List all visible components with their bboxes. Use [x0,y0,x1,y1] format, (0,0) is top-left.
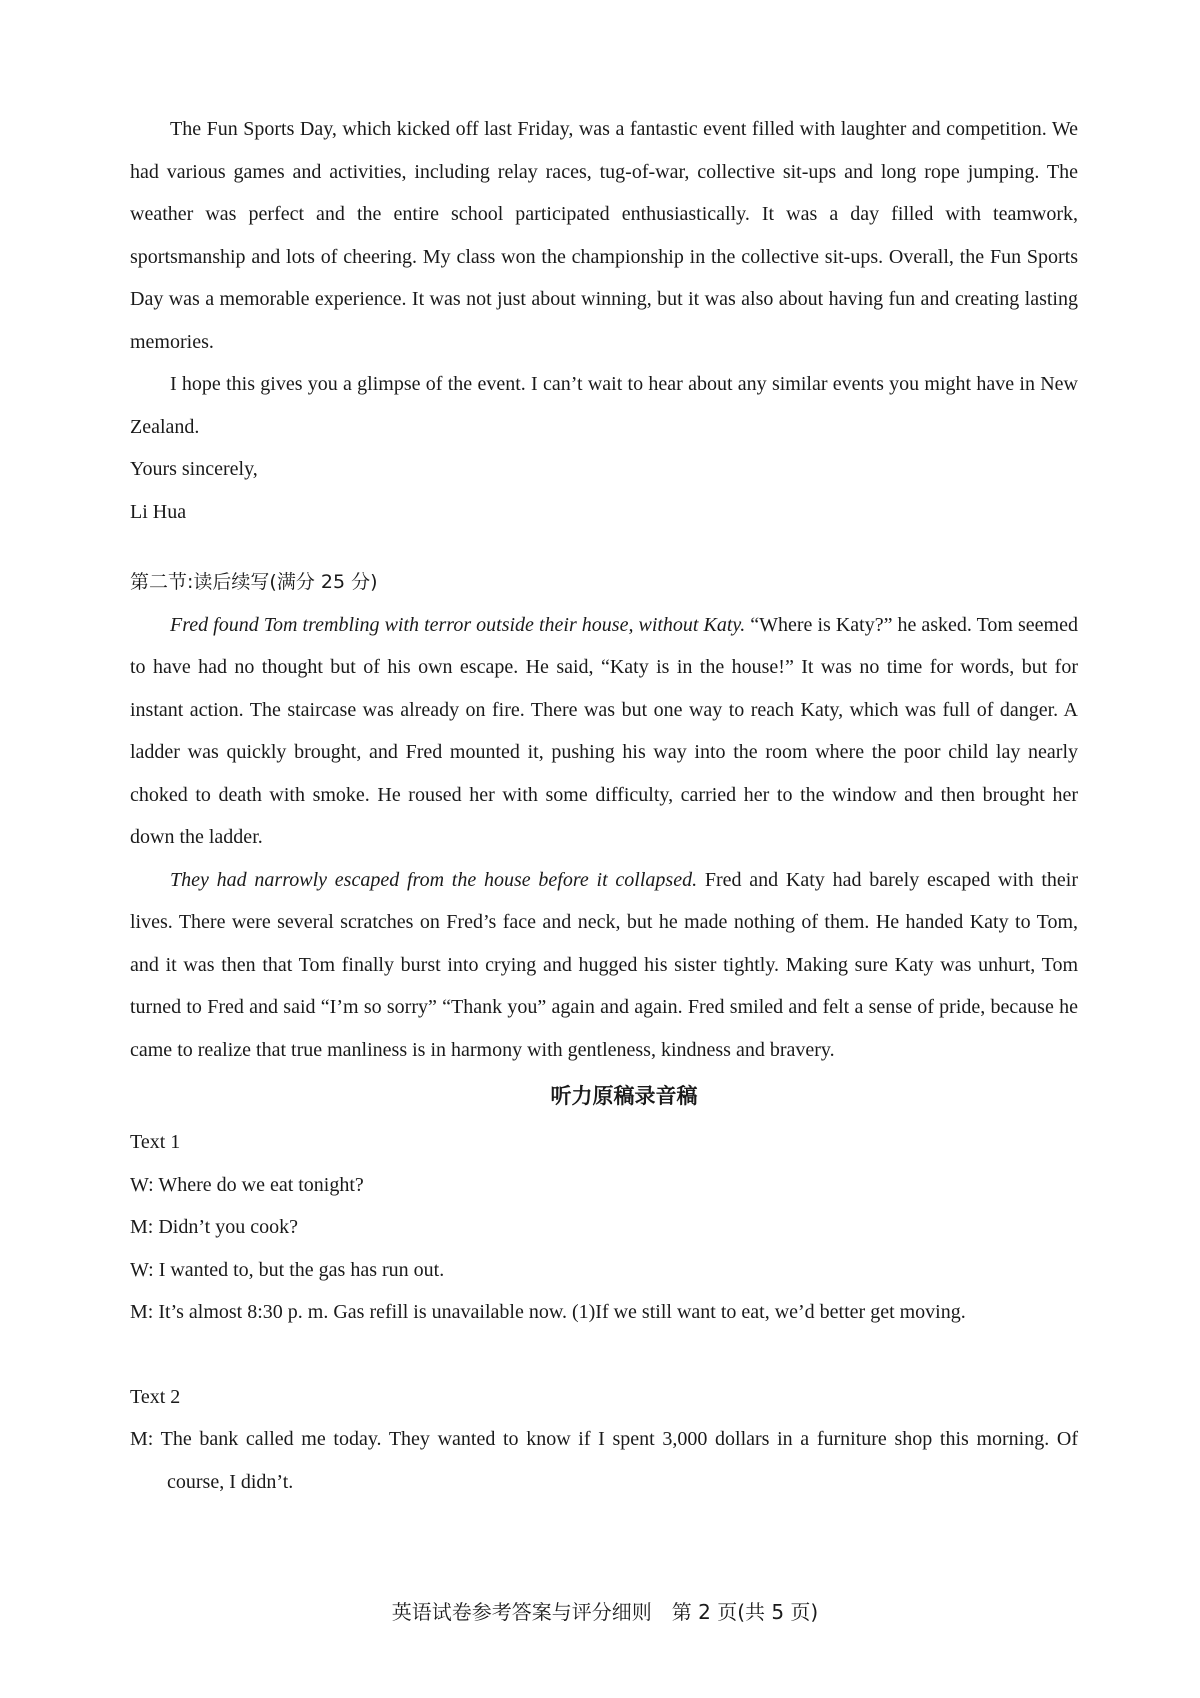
letter-signature: Li Hua [130,500,187,523]
dialog-line: W: I wanted to, but the gas has run out. [130,1258,445,1281]
dialog-line: M: The bank called me today. They wanted to know if I spent 3,000 dollars in a furniture shop this morning. Of course, I didn’t. [130,1428,1078,1493]
letter-closing: Yours sincerely, [130,458,258,480]
document-body [130,108,1078,1503]
dialog-line: W: Where do we eat tonight? [130,1173,364,1196]
letter-paragraph-2: I hope this gives you a glimpse of the event. I can’t wait to hear about any similar events you might have in New Zealand. [130,373,1078,438]
paragraph-2-lead-sentence: They had narrowly escaped from the house before it collapsed. [170,868,698,891]
paragraph-1-body: “Where is Katy?” he asked. Tom seemed to have had no thought but of his own escape. He said, “Katy is in the house!” It was no time for words, but for instant action. The staircase was already on fire. There was but one way to reach Katy, which was full of danger. A ladder was quickly brought, and Fred mounted it, pushing his way into the room where the poor child lay nearly choked to death with smoke. He roused her with some difficulty, carried her to the window and then brought her down the ladder. [130,613,1078,848]
dialog-line: M: Didn’t you cook? [130,1216,298,1238]
continuation-paragraph-2 [130,859,1078,1072]
paragraph-1-lead-sentence: Fred found Tom trembling with terror outside their house, without Katy. [170,613,746,636]
continuation-paragraph-1 [130,604,1078,859]
page-footer: 英语试卷参考答案与评分细则 第 2 页(共 5 页) [391,1600,819,1624]
text-2-label: Text 2 [130,1385,181,1408]
section-heading: 第二节:读后续写(满分 25 分) [130,571,378,593]
letter-paragraph-1: The Fun Sports Day, which kicked off last Friday, was a fantastic event filled with laughter and competition. We had various games and activities, including relay races, tug-of-war, collective sit-ups and long rope jumping. The weather was perfect and the entire school participated enthusiastically. It was a day filled with teamwork, sportsmanship and lots of cheering. My class won the championship in the collective sit-ups. Overall, the Fun Sports Day was a memorable experience. It was not just about winning, but it was also about having fun and creating lasting memories. [130,118,1078,353]
dialog-line: M: It’s almost 8:30 p. m. Gas refill is unavailable now. (1)If we still want to eat, we’d better get moving. [130,1301,966,1323]
listening-title: 听力原稿录音稿 [550,1084,698,1108]
text-1-label: Text 1 [130,1131,181,1153]
paragraph-2-body: Fred and Katy had barely escaped with their lives. There were several scratches on Fred’s face and neck, but he made nothing of them. He handed Katy to Tom, and it was then that Tom finally burst into crying and hugged his sister tightly. Making sure Katy was unhurt, Tom turned to Fred and said “I’m so sorry” “Thank you” again and again. Fred smiled and felt a sense of pride, because he came to realize that true manliness is in harmony with gentleness, kindness and bravery. [130,868,1078,1061]
